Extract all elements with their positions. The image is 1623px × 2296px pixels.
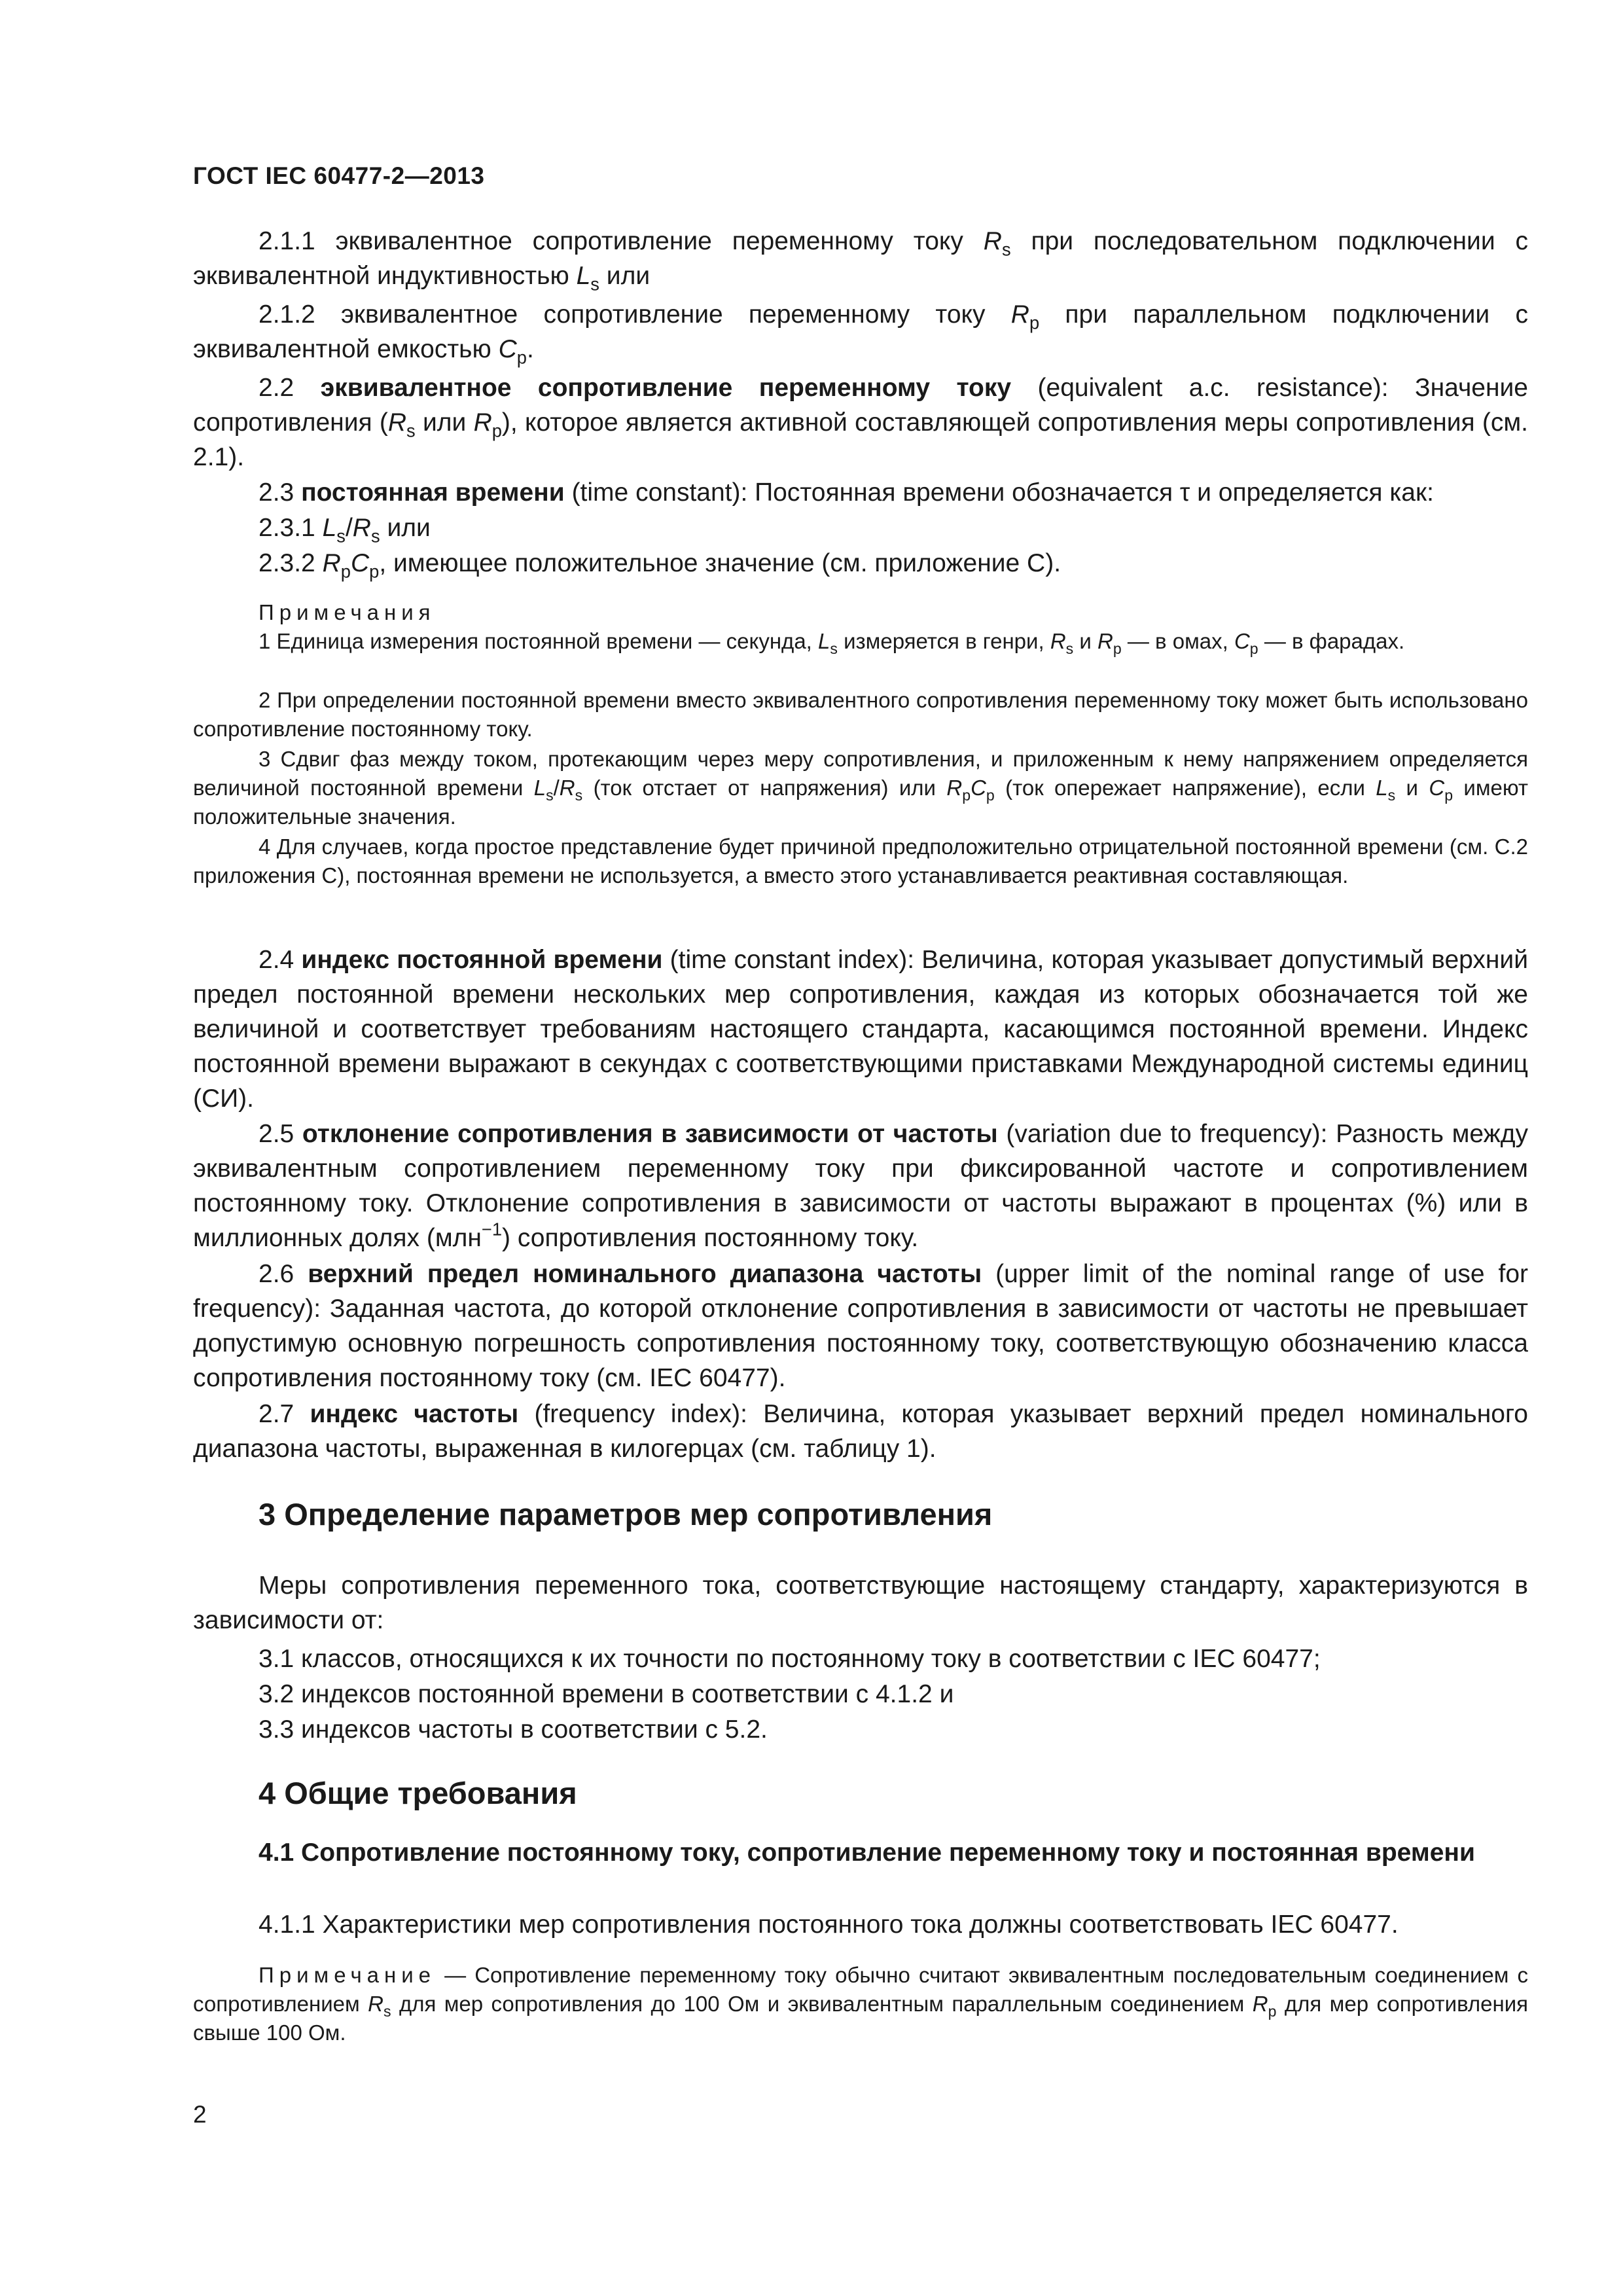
subsection-4-1-heading: 4.1 Сопротивление постоянному току, сопротивление переменному току и постоянная времени	[259, 1839, 1475, 1867]
section-3-heading: 3 Определение параметров мер сопротивления	[259, 1497, 993, 1532]
item-2-3-1: 2.3.1 $L_s/R_s$ или	[259, 514, 431, 547]
definition-2-3: 2.3 постоянная времени (time constant): Постоянная времени обозначается τ и определяется как:	[259, 478, 1434, 507]
item-2-3-2: 2.3.2 $R_pC_p$, имеющее положительное значение (см. приложение С).	[259, 549, 1061, 582]
note-4: 4 Для случаев, когда простое представление будет причиной предположительно отрицательной постоянной времени (см. С.2 приложения С), постоянная времени не используется, а вместо этого устанавливается реактивная составляющая.	[193, 834, 1528, 888]
section-4-heading: 4 Общие требования	[259, 1776, 577, 1810]
item-2-1-2: 2.1.2 эквивалентное сопротивление переменному току $R_p$ при параллельном подключении с эквивалентной емкостью $C_p$.	[193, 300, 1528, 368]
definition-2-6: 2.6 верхний предел номинального диапазона частоты (upper limit of the nominal range of use for frequency): Заданная частота, до которой отклонение сопротивления в зависимости от частоты не превышает допустимую основную погрешность сопротивления постоянному току, соответствующую обозначению класса сопротивления постоянному току (см. IEC 60477).	[193, 1260, 1528, 1392]
list-item-3-1: 3.1 классов, относящихся к их точности по постоянному току в соответствии с IEC 60477;	[259, 1645, 1321, 1673]
definition-2-4: 2.4 индекс постоянной времени (time constant index): Величина, которая указывает допустимый верхний предел постоянной времени нескольких мер сопротивления, каждая из которых обозначается той же величиной и соответствует требованиям настоящего стандарта, касающимся постоянной времени. Индекс постоянной времени выражают в секундах с соответствующими приставками Международной системы единиц (СИ).	[193, 946, 1528, 1113]
list-item-3-2: 3.2 индексов постоянной времени в соответствии с 4.1.2 и	[259, 1680, 954, 1708]
page-number: 2	[193, 2101, 207, 2128]
definition-2-5: 2.5 отклонение сопротивления в зависимости от частоты (variation due to frequency): Разность между эквивалентным сопротивлением переменному току при фиксированной частоте и сопротивлением постоянному току. Отклонение сопротивления в зависимости от частоты выражают в процентах (%) или в миллионных долях (млн$^{-1}$) сопротивления постоянному току.	[193, 1120, 1529, 1252]
note-3: 3 Сдвиг фаз между током, протекающим через меру сопротивления, и приложенным к нему напряжением определяется величиной постоянной времени $L_s/R_s$ (ток отстает от напряжения) или $R_pC_p$ (ток опережает напряжение), если $L_s$ и $C_p$ имеют положительные значения.	[193, 747, 1529, 829]
note-1: 1 Единица измерения постоянной времени — секунда, $L_s$ измеряется в генри, $R_s$ и $R_p$ — в омах, $C_p$ — в фарадах.	[259, 629, 1405, 658]
paragraph-4-1-1: 4.1.1 Характеристики мер сопротивления постоянного тока должны соответствовать IEC 60477.	[259, 1910, 1399, 1939]
item-2-1-1: 2.1.1 эквивалентное сопротивление переменному току $R_s$ при последовательном подключении с эквивалентной индуктивностью $L_s$ или	[193, 227, 1528, 295]
notes-title: Примечания	[259, 600, 436, 624]
note-4-1-1: Примечание — Сопротивление переменному току обычно считают эквивалентным последовательным соединением с сопротивлением $R_s$ для мер сопротивления до 100 Ом и эквивалентным параллельным соединением $R_p$ для мер сопротивления свыше 100 Ом.	[193, 1963, 1529, 2045]
section-3-intro: Меры сопротивления переменного тока, соответствующие настоящему стандарту, характеризуются в зависимости от:	[193, 1571, 1528, 1634]
document-header: ГОСТ IEC 60477-2—2013	[193, 162, 485, 189]
list-item-3-3: 3.3 индексов частоты в соответствии с 5.2.	[259, 1715, 768, 1744]
note-2: 2 При определении постоянной времени вместо эквивалентного сопротивления переменному току может быть использовано сопротивление постоянному току.	[193, 688, 1528, 741]
definition-2-2: 2.2 эквивалентное сопротивление переменному току (equivalent a.c. resistance): Значение сопротивления ($R_s$ или $R_p$), которое является активной составляющей сопротивления меры сопротивления (см. 2.1).	[193, 374, 1529, 471]
definition-2-7: 2.7 индекс частоты (frequency index): Величина, которая указывает верхний предел номинального диапазона частоты, выраженная в килогерцах (см. таблицу 1).	[193, 1400, 1528, 1463]
